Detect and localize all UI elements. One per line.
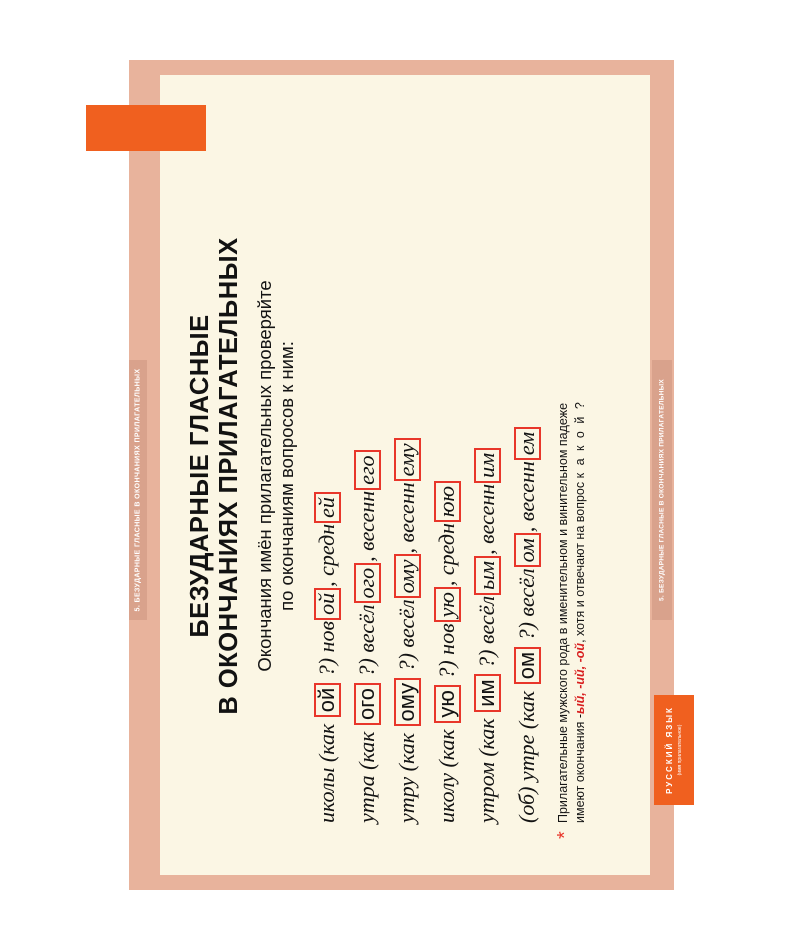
spine-left-text: 5. БЕЗУДАРНЫЕ ГЛАСНЫЕ В ОКОНЧАНИЯХ ПРИЛАГАТЕЛЬНЫХ: [134, 368, 142, 612]
subject-badge-subtitle: (имя прилагательное): [677, 724, 683, 776]
ending-box: ую: [434, 685, 461, 723]
footnote-text-2a: имеют окончания -: [573, 714, 588, 823]
ending-box: юю: [434, 481, 461, 522]
ending-box: ом: [514, 533, 541, 567]
publisher-imprint-inner: [86, 31, 347, 77]
publisher-columns: [86, 31, 347, 40]
ending-box: ого: [354, 563, 381, 604]
example-text: ?) весёл: [394, 599, 420, 677]
ending-box: ую: [434, 587, 461, 622]
example-line: [474, 123, 501, 823]
example-text: (об) утре (как: [514, 685, 540, 823]
example-text: , весенн: [354, 490, 380, 562]
ending-box: ым: [474, 556, 501, 595]
example-line: [514, 123, 541, 823]
example-text: утра (как: [354, 725, 380, 823]
ending-box: его: [354, 450, 381, 489]
example-text: ?) весёл: [354, 604, 380, 682]
footnote-endings-highlight: ый, -ий, -ой: [573, 642, 588, 714]
asterisk-icon: *: [554, 831, 577, 839]
page-subtitle: [254, 111, 298, 841]
example-text: , средн: [314, 523, 340, 587]
poster-content: [160, 75, 650, 875]
example-text: утру (как: [394, 727, 420, 823]
examples-list: [314, 123, 541, 823]
footnote-text-2b: , хотя и отвечают на вопрос: [573, 478, 588, 643]
example-text: , весенн: [514, 461, 540, 533]
ending-box: ему: [394, 438, 421, 481]
publisher-col-2: ООО «АЙРИС-пресс» 129626, Москва, пр-т Мира, 104 www.airis.ru: [176, 34, 257, 37]
publisher-col-1: Таблица демонстрационная РУССКИЙ ЯЗЫК (имя прилагательное): [90, 34, 172, 37]
page-title: [186, 111, 243, 841]
example-text: , весенн: [474, 483, 500, 555]
example-text: ?) нов: [314, 620, 340, 682]
ending-box: ой: [314, 588, 341, 620]
spine-right-text: 5. БЕЗУДАРНЫЕ ГЛАСНЫЕ В ОКОНЧАНИЯХ ПРИЛАГАТЕЛЬНЫХ: [658, 378, 666, 602]
example-line: [434, 123, 461, 823]
ending-box: им: [474, 448, 501, 483]
ending-box: ом: [514, 647, 541, 684]
example-text: иколу (как: [434, 723, 460, 823]
example-text: ?) нов: [434, 623, 460, 685]
page-title-line-1: БЕЗУДАРНЫЕ ГЛАСНЫЕ: [186, 314, 214, 638]
ending-box: ем: [514, 427, 541, 460]
ending-box: ого: [354, 683, 381, 725]
example-text: ?) весёл: [474, 595, 500, 674]
example-text: утром (как: [474, 712, 500, 823]
page-subtitle-line-2: по окончаниям вопросов к ним:: [276, 341, 298, 611]
example-text: иколы (как: [314, 718, 340, 823]
subject-badge-title: РУССКИЙ ЯЗЫК: [665, 706, 674, 794]
publisher-col-3: Формат 70х100/8 Бумага мелованная Печать офсетная Тираж 5000 экз.: [260, 34, 347, 37]
ending-box: ому: [394, 678, 421, 727]
footnote: [554, 133, 589, 839]
example-text: ?) весёл: [514, 568, 540, 646]
ending-box: ому: [394, 554, 421, 598]
footnote-question: к а к о й ?: [573, 400, 588, 479]
example-text: , весенн: [394, 482, 420, 554]
ending-box: ой: [314, 683, 341, 718]
page-title-line-2: В ОКОНЧАНИЯХ ПРИЛАГАТЕЛЬНЫХ: [214, 237, 243, 715]
ending-box: им: [474, 674, 501, 711]
spine-label-left: [129, 360, 147, 620]
publisher-logo-text: айрис: [92, 40, 124, 51]
ending-box: ей: [314, 492, 341, 523]
subject-badge: [654, 695, 694, 805]
spine-label-right: [652, 360, 672, 620]
page-subtitle-line-1: Окончания имён прилагательных проверяйте: [254, 280, 276, 672]
footnote-text-1: Прилагательные мужского рода в именительном и винительном падеже: [556, 402, 571, 823]
example-line: [394, 123, 421, 823]
example-line: [314, 123, 341, 823]
example-line: [354, 123, 381, 823]
example-text: , средн: [434, 523, 460, 587]
